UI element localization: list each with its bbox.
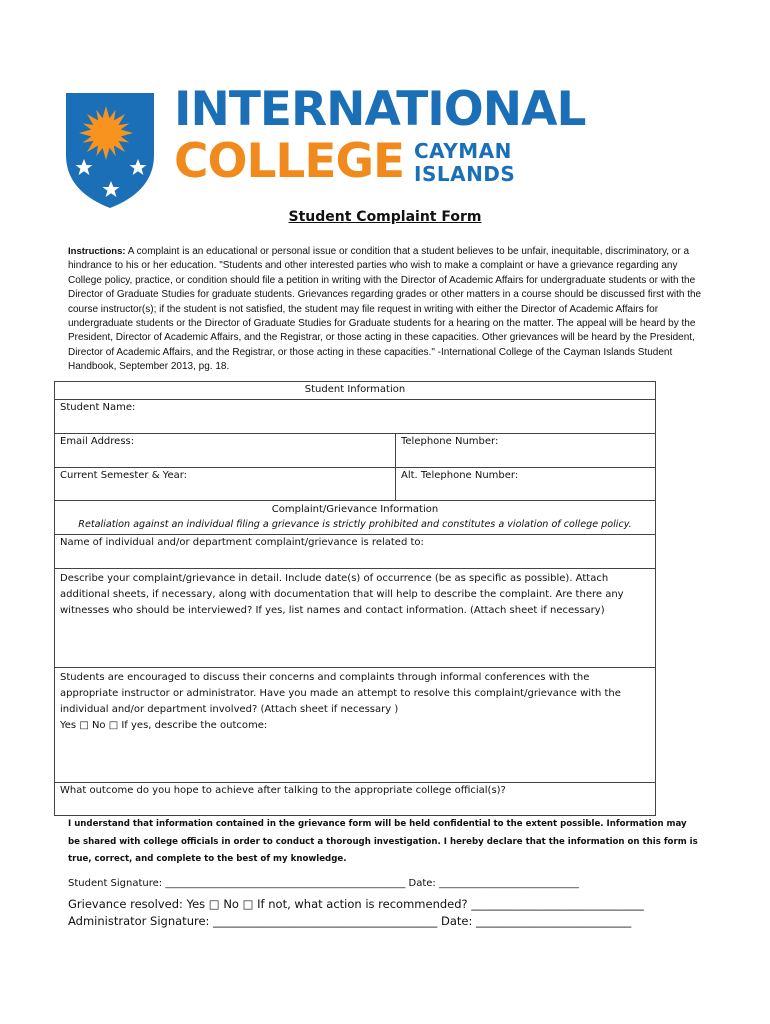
telephone-field[interactable] <box>396 434 655 467</box>
yes-no-line: Yes □ No □ If yes, describe the outcome: <box>60 720 268 731</box>
related-to-label: Name of individual and/or department complaint/grievance is related to: <box>60 537 424 548</box>
logo-islands-text: ISLANDS <box>414 162 516 186</box>
logo-international-text: INTERNATIONAL <box>174 82 586 137</box>
email-field[interactable] <box>55 434 396 467</box>
student-info-header: Student Information <box>304 384 406 395</box>
email-label: Email Address: <box>60 436 135 447</box>
logo-cayman-text: CAYMAN <box>414 139 512 163</box>
student-name-label: Student Name: <box>60 402 136 413</box>
encouraged-text: Students are encouraged to discuss their concerns and complaints through informal conferences with the appropriate instructor or administrator. Have you made an attempt to resolve this complaint/grievance with the individual and/or department involved? (Attach sheet if necessary ) <box>60 672 621 715</box>
semester-row <box>55 467 655 500</box>
retaliation-note: Retaliation against an individual filing a grievance is strictly prohibited and constitutes a violation of college policy. <box>78 519 632 530</box>
instructions-label: Instructions: <box>68 246 126 257</box>
contact-row <box>55 433 655 467</box>
complaint-header-section <box>55 500 655 534</box>
outcome-field[interactable] <box>55 782 655 815</box>
college-logo <box>66 82 586 210</box>
instructions-paragraph <box>68 245 704 375</box>
grievance-resolved-line[interactable]: Grievance resolved: Yes □ No □ If not, what action is recommended? ______________________________ <box>68 897 644 911</box>
instructions-text: A complaint is an educational or personal issue or condition that a student believes to be unfair, inequitable, discriminatory, or a hindrance to his or her education. "Students and other interested parties who wish to make a complaint or have a grievance regarding any College policy, practice, or condition should file a petition in writing with the Director of Academic Affairs for undergraduate students or with the Director of Graduate Studies for graduate students. Grievances regarding grades or other matters in a course should be discussed first with the course instructor(s); if the student is not satisfied, the student may file request in writing with either the Director of Academic Affairs for undergraduate students or the Director of Graduate Studies for Graduate students for a hearing on the matter. The appeal will be heard by the President, Director of Academic Affairs, and the Registrar, or those acting in these capacities. Other grievances will be heard by the President, Director of Academic Affairs, and the Registrar, or those acting in these capacities." -International College of the Cayman Islands Student Handbook, September 2013, pg. 18. <box>68 246 702 373</box>
describe-label: Describe your complaint/grievance in detail. Include date(s) of occurrence (be as specific as possible). Attach additional sheets, if necessary, along with documentation that will help to describe the complaint. Are there any witnesses who should be interviewed? If yes, list names and contact information. (Attach sheet if necessary) <box>60 573 624 616</box>
alt-telephone-field[interactable] <box>396 468 655 500</box>
administrator-signature-line[interactable]: Administrator Signature: _______________________________________ Date: ___________________________ <box>68 914 632 928</box>
logo-cayman-islands-text <box>414 140 515 186</box>
logo-college-text: COLLEGE <box>174 134 405 189</box>
page-title: Student Complaint Form <box>288 209 482 225</box>
semester-label: Current Semester & Year: <box>60 470 188 481</box>
telephone-label: Telephone Number: <box>401 436 499 447</box>
shield-emblem-icon <box>66 93 156 208</box>
describe-complaint-field[interactable] <box>55 568 655 667</box>
outcome-label: What outcome do you hope to achieve after talking to the appropriate college official(s)? <box>60 785 506 796</box>
semester-field[interactable] <box>55 468 396 500</box>
student-signature-line[interactable]: Student Signature: ________________________________________________ Date: ____________________________ <box>68 878 579 889</box>
complaint-header: Complaint/Grievance Information <box>271 504 439 515</box>
resolution-attempt-field[interactable] <box>55 667 655 782</box>
student-name-field[interactable] <box>55 399 655 433</box>
declaration-text: I understand that information contained in the grievance form will be held confidential to the extent possible. Information may be shared with college officials in order to conduct a thorough investigation. I hereby declare that the information on this form is true, correct, and complete to the best of my knowledge. <box>68 819 698 864</box>
complaint-form-table <box>54 381 656 816</box>
alt-telephone-label: Alt. Telephone Number: <box>401 470 519 481</box>
related-to-field[interactable] <box>55 534 655 568</box>
